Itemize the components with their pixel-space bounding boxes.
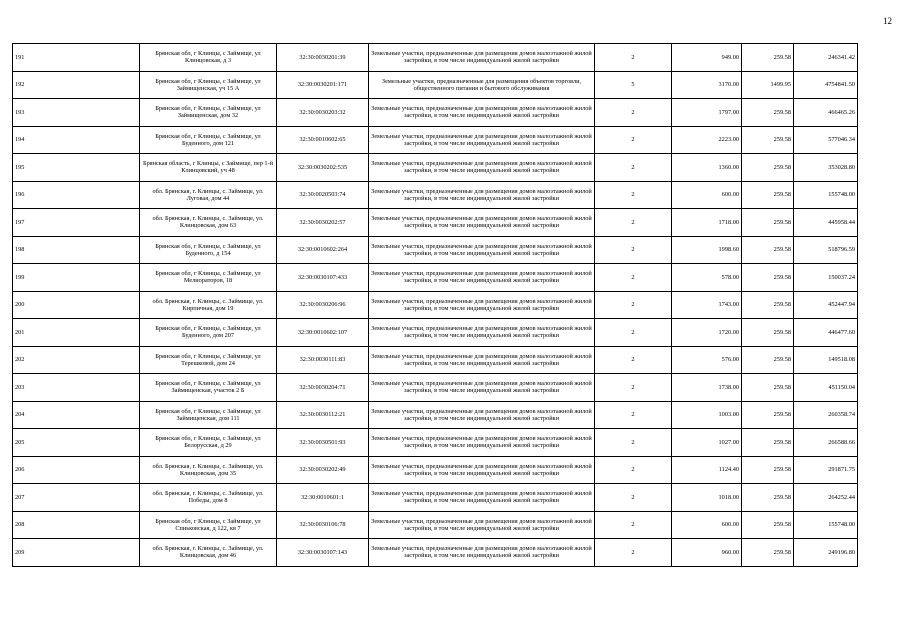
cadastral-value-cell: 246341.42: [794, 44, 858, 72]
specific-value-cell: 259.58: [742, 264, 794, 292]
address-cell: Брянская обл, г Клинцы, с Займище, ул Займищенская, уч 15 А: [140, 71, 277, 99]
cadastral-number-cell: 32:30:0030202:49: [277, 456, 369, 484]
cadastral-number-cell: 32:30:0010602:107: [277, 319, 369, 347]
table-row: [13, 181, 858, 209]
table-row: [13, 429, 858, 457]
address-cell: Брянская обл, г Клинцы, с Займище, ул Буденного, д 154: [140, 236, 277, 264]
group-cell: 2: [595, 539, 672, 567]
specific-value-cell: 259.58: [742, 429, 794, 457]
land-registry-table: [12, 43, 858, 567]
table-row: [13, 71, 858, 99]
land-use-cell: Земельные участки, предназначенные для размещения домов малоэтажной жилой застройки, в том числе индивидуальной жилой застройки: [369, 429, 595, 457]
cadastral-value-cell: 291871.75: [794, 456, 858, 484]
land-use-cell: Земельные участки, предназначенные для размещения домов малоэтажной жилой застройки, в том числе индивидуальной жилой застройки: [369, 319, 595, 347]
area-cell: 1360.00: [672, 154, 742, 182]
land-use-cell: Земельные участки, предназначенные для размещения домов малоэтажной жилой застройки, в том числе индивидуальной жилой застройки: [369, 401, 595, 429]
cadastral-number-cell: 32:30:0030111:83: [277, 346, 369, 374]
specific-value-cell: 259.58: [742, 181, 794, 209]
specific-value-cell: 259.58: [742, 209, 794, 237]
row-number: 191: [13, 44, 140, 72]
specific-value-cell: 259.58: [742, 401, 794, 429]
area-cell: 576.00: [672, 346, 742, 374]
address-cell: обл. Брянская, г. Клинцы, с. Займище, ул. Луговая, дом 44: [140, 181, 277, 209]
table-row: [13, 539, 858, 567]
address-cell: Брянская обл, г Клинцы, с Займище, ул Буденного, дом 207: [140, 319, 277, 347]
address-cell: обл. Брянская, г. Клинцы, с. Займище, ул. Клинцовская, дом 63: [140, 209, 277, 237]
cadastral-number-cell: 32:30:0030206:96: [277, 291, 369, 319]
table-row: [13, 44, 858, 72]
address-cell: обл. Брянская, г. Клинцы, с. Займище, ул. Клинцовская, дом 46: [140, 539, 277, 567]
group-cell: 2: [595, 401, 672, 429]
group-cell: 2: [595, 319, 672, 347]
cadastral-number-cell: 32:30:0020503:74: [277, 181, 369, 209]
table-row: [13, 484, 858, 512]
table-row: [13, 456, 858, 484]
row-number: 195: [13, 154, 140, 182]
area-cell: 578.00: [672, 264, 742, 292]
table-row: [13, 374, 858, 402]
cadastral-value-cell: 4754841.50: [794, 71, 858, 99]
row-number: 192: [13, 71, 140, 99]
group-cell: 2: [595, 484, 672, 512]
land-use-cell: Земельные участки, предназначенные для размещения домов малоэтажной жилой застройки, в том числе индивидуальной жилой застройки: [369, 539, 595, 567]
specific-value-cell: 259.58: [742, 154, 794, 182]
group-cell: 2: [595, 236, 672, 264]
address-cell: Брянская обл, г Клинцы, с Займище, ул Займищенская, дом 111: [140, 401, 277, 429]
row-number: 202: [13, 346, 140, 374]
group-cell: 2: [595, 511, 672, 539]
table-row: [13, 401, 858, 429]
specific-value-cell: 259.58: [742, 539, 794, 567]
land-use-cell: Земельные участки, предназначенные для размещения домов малоэтажной жилой застройки, в том числе индивидуальной жилой застройки: [369, 511, 595, 539]
cadastral-value-cell: 264252.44: [794, 484, 858, 512]
specific-value-cell: 259.58: [742, 291, 794, 319]
land-use-cell: Земельные участки, предназначенные для размещения домов малоэтажной жилой застройки, в том числе индивидуальной жилой застройки: [369, 346, 595, 374]
address-cell: Брянская область, г Клинцы, с Займище, пер 1-й Клинцовский, уч 48: [140, 154, 277, 182]
area-cell: 1738.00: [672, 374, 742, 402]
area-cell: 1027.00: [672, 429, 742, 457]
table-row: [13, 511, 858, 539]
cadastral-value-cell: 446477.60: [794, 319, 858, 347]
row-number: 203: [13, 374, 140, 402]
land-use-cell: Земельные участки, предназначенные для размещения домов малоэтажной жилой застройки, в том числе индивидуальной жилой застройки: [369, 374, 595, 402]
area-cell: 1718.00: [672, 209, 742, 237]
area-cell: 3170.00: [672, 71, 742, 99]
area-cell: 1003.00: [672, 401, 742, 429]
cadastral-value-cell: 353028.80: [794, 154, 858, 182]
area-cell: 1720.00: [672, 319, 742, 347]
specific-value-cell: 259.58: [742, 456, 794, 484]
area-cell: 600.00: [672, 181, 742, 209]
area-cell: 949.00: [672, 44, 742, 72]
table-row: [13, 99, 858, 127]
area-cell: 1998.60: [672, 236, 742, 264]
address-cell: Брянская обл, г Клинцы, с Займище, ул Белорусская, д 29: [140, 429, 277, 457]
row-number: 209: [13, 539, 140, 567]
cadastral-value-cell: 445958.44: [794, 209, 858, 237]
address-cell: Брянская обл, г Клинцы, с Займище, ул Мелиораторов, 18: [140, 264, 277, 292]
land-use-cell: Земельные участки, предназначенные для размещения домов малоэтажной жилой застройки, в том числе индивидуальной жилой застройки: [369, 126, 595, 154]
cadastral-value-cell: 452447.94: [794, 291, 858, 319]
land-use-cell: Земельные участки, предназначенные для размещения домов малоэтажной жилой застройки, в том числе индивидуальной жилой застройки: [369, 44, 595, 72]
cadastral-value-cell: 260358.74: [794, 401, 858, 429]
group-cell: 2: [595, 154, 672, 182]
group-cell: 2: [595, 99, 672, 127]
address-cell: Брянская обл, г Клинцы, с Займище, ул Буденного, дом 121: [140, 126, 277, 154]
row-number: 194: [13, 126, 140, 154]
land-use-cell: Земельные участки, предназначенные для размещения домов малоэтажной жилой застройки, в том числе индивидуальной жилой застройки: [369, 291, 595, 319]
page-number: 12: [883, 16, 892, 26]
row-number: 193: [13, 99, 140, 127]
cadastral-value-cell: 249196.80: [794, 539, 858, 567]
area-cell: 600.00: [672, 511, 742, 539]
table-row: [13, 126, 858, 154]
specific-value-cell: 1499.95: [742, 71, 794, 99]
cadastral-number-cell: 32:30:0030501:93: [277, 429, 369, 457]
group-cell: 2: [595, 126, 672, 154]
cadastral-number-cell: 32:30:0030112:21: [277, 401, 369, 429]
area-cell: 960.00: [672, 539, 742, 567]
address-cell: Брянская обл, г Клинцы, с Займище, ул Займищенская, дом 32: [140, 99, 277, 127]
group-cell: 2: [595, 456, 672, 484]
land-use-cell: Земельные участки, предназначенные для размещения домов малоэтажной жилой застройки, в том числе индивидуальной жилой застройки: [369, 181, 595, 209]
address-cell: Брянская обл, г Клинцы, с Займище, ул Спиьковская, д 122, кв 7: [140, 511, 277, 539]
table-row: [13, 291, 858, 319]
cadastral-value-cell: 149518.08: [794, 346, 858, 374]
cadastral-number-cell: 32:30:0030203:32: [277, 99, 369, 127]
land-use-cell: Земельные участки, предназначенные для размещения домов малоэтажной жилой застройки, в том числе индивидуальной жилой застройки: [369, 99, 595, 127]
cadastral-number-cell: 32:30:0030204:71: [277, 374, 369, 402]
cadastral-number-cell: 32:30:0030107:143: [277, 539, 369, 567]
group-cell: 2: [595, 346, 672, 374]
row-number: 198: [13, 236, 140, 264]
row-number: 207: [13, 484, 140, 512]
area-cell: 1743.00: [672, 291, 742, 319]
table-row: [13, 346, 858, 374]
cadastral-value-cell: 150037.24: [794, 264, 858, 292]
row-number: 206: [13, 456, 140, 484]
group-cell: 2: [595, 374, 672, 402]
table-row: [13, 209, 858, 237]
land-use-cell: Земельные участки, предназначенные для размещения домов малоэтажной жилой застройки, в том числе индивидуальной жилой застройки: [369, 154, 595, 182]
cadastral-number-cell: 32:30:0030202:57: [277, 209, 369, 237]
row-number: 208: [13, 511, 140, 539]
land-use-cell: Земельные участки, предназначенные для размещения домов малоэтажной жилой застройки, в том числе индивидуальной жилой застройки: [369, 264, 595, 292]
group-cell: 2: [595, 429, 672, 457]
cadastral-number-cell: 32:30:0010602:264: [277, 236, 369, 264]
specific-value-cell: 259.58: [742, 99, 794, 127]
address-cell: Брянская обл, г Клинцы, с Займище, ул Займищенская, участок 2 Б: [140, 374, 277, 402]
specific-value-cell: 259.58: [742, 44, 794, 72]
cadastral-number-cell: 32:30:0010602:65: [277, 126, 369, 154]
cadastral-value-cell: 518796.59: [794, 236, 858, 264]
address-cell: обл. Брянская, г. Клинцы, с. Займище, ул. Победы, дом 8: [140, 484, 277, 512]
specific-value-cell: 259.58: [742, 319, 794, 347]
row-number: 196: [13, 181, 140, 209]
specific-value-cell: 259.58: [742, 346, 794, 374]
table-row: [13, 319, 858, 347]
group-cell: 2: [595, 181, 672, 209]
row-number: 199: [13, 264, 140, 292]
cadastral-value-cell: 155748.00: [794, 511, 858, 539]
address-cell: обл. Брянская, г. Клинцы, с. Займище, ул. Кирпичная, дом 19: [140, 291, 277, 319]
cadastral-number-cell: 32:30:0030201:171: [277, 71, 369, 99]
table-row: [13, 236, 858, 264]
row-number: 204: [13, 401, 140, 429]
row-number: 201: [13, 319, 140, 347]
row-number: 200: [13, 291, 140, 319]
specific-value-cell: 259.58: [742, 484, 794, 512]
land-use-cell: Земельные участки, предназначенные для размещения домов малоэтажной жилой застройки, в том числе индивидуальной жилой застройки: [369, 456, 595, 484]
cadastral-value-cell: 451150.04: [794, 374, 858, 402]
cadastral-value-cell: 577046.34: [794, 126, 858, 154]
land-use-cell: Земельные участки, предназначенные для размещения домов малоэтажной жилой застройки, в том числе индивидуальной жилой застройки: [369, 209, 595, 237]
land-use-cell: Земельные участки, предназначенные для размещения объектов торговли, общественного питания и бытового обслуживания: [369, 71, 595, 99]
land-use-cell: Земельные участки, предназначенные для размещения домов малоэтажной жилой застройки, в том числе индивидуальной жилой застройки: [369, 236, 595, 264]
table-row: [13, 264, 858, 292]
group-cell: 2: [595, 264, 672, 292]
group-cell: 2: [595, 44, 672, 72]
cadastral-number-cell: 32:30:0030106:78: [277, 511, 369, 539]
group-cell: 2: [595, 209, 672, 237]
specific-value-cell: 259.58: [742, 236, 794, 264]
area-cell: 1124.40: [672, 456, 742, 484]
group-cell: 2: [595, 291, 672, 319]
cadastral-number-cell: 32:30:0030107:433: [277, 264, 369, 292]
group-cell: 5: [595, 71, 672, 99]
specific-value-cell: 259.58: [742, 126, 794, 154]
specific-value-cell: 259.58: [742, 511, 794, 539]
row-number: 197: [13, 209, 140, 237]
table-row: [13, 154, 858, 182]
cadastral-value-cell: 466465.26: [794, 99, 858, 127]
table-body: [13, 44, 858, 567]
row-number: 205: [13, 429, 140, 457]
area-cell: 1797.00: [672, 99, 742, 127]
address-cell: обл. Брянская, г. Клинцы, с. Займище, ул. Клинцовская, дом 35: [140, 456, 277, 484]
address-cell: Брянская обл, г Клинцы, с Займище, ул Клинцовская, д 3: [140, 44, 277, 72]
cadastral-value-cell: 266588.66: [794, 429, 858, 457]
address-cell: Брянская обл, г Клинцы, с Займище, ул Терешковой, дом 24: [140, 346, 277, 374]
cadastral-number-cell: 32:30:0010601:1: [277, 484, 369, 512]
cadastral-number-cell: 32:30:0030201:39: [277, 44, 369, 72]
specific-value-cell: 259.58: [742, 374, 794, 402]
land-use-cell: Земельные участки, предназначенные для размещения домов малоэтажной жилой застройки, в том числе индивидуальной жилой застройки: [369, 484, 595, 512]
area-cell: 1018.00: [672, 484, 742, 512]
cadastral-number-cell: 32:30:0030202:535: [277, 154, 369, 182]
area-cell: 2223.00: [672, 126, 742, 154]
cadastral-value-cell: 155748.00: [794, 181, 858, 209]
